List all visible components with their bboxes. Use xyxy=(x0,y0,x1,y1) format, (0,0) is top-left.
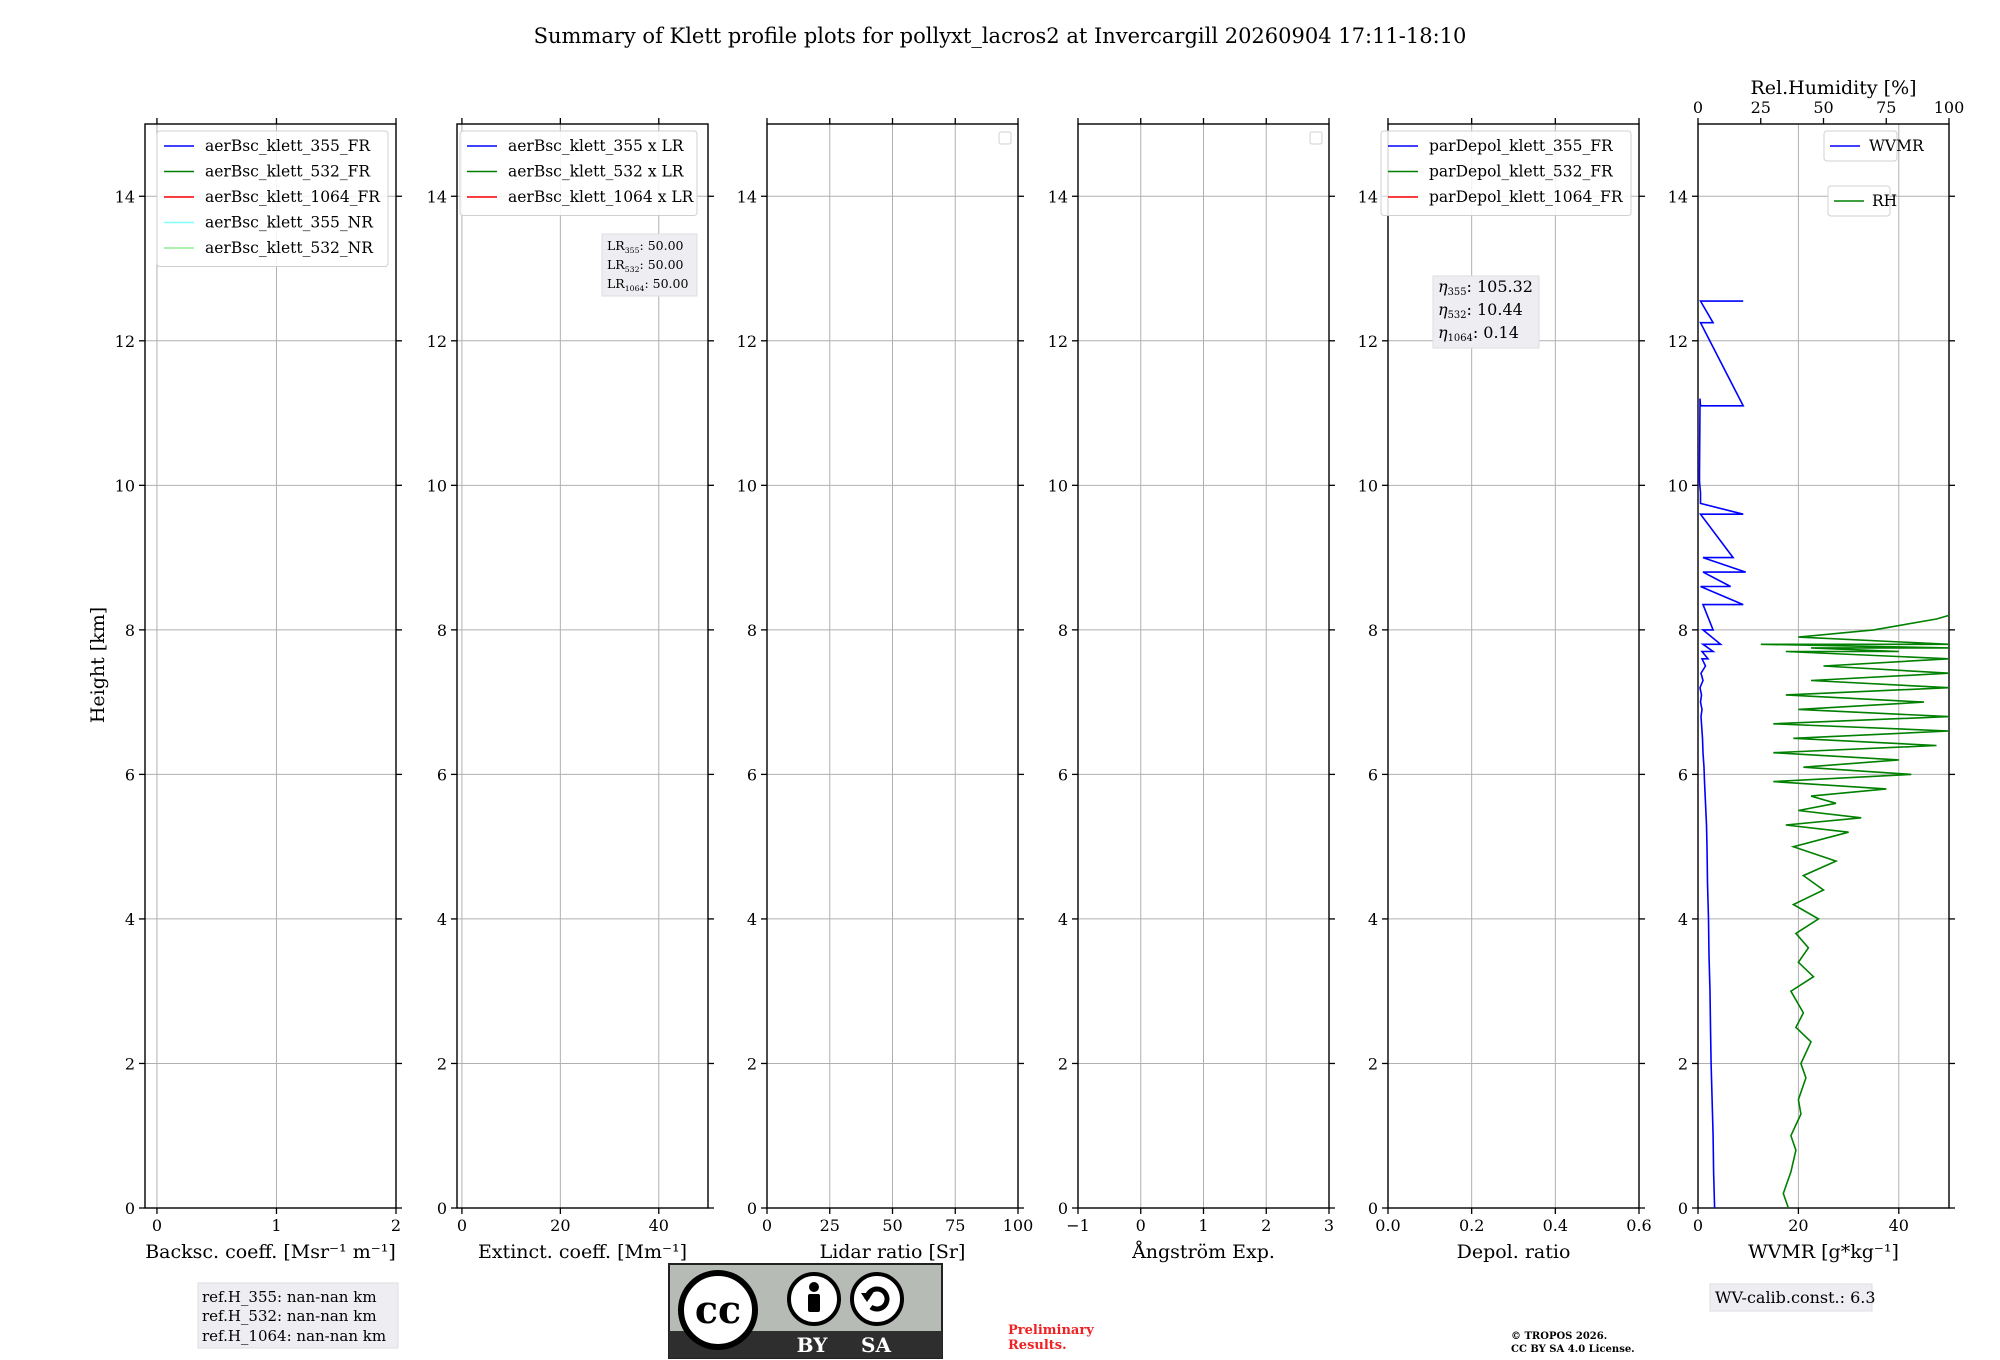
series-line-wvmr xyxy=(1700,301,1746,1208)
copyright-line-1: © TROPOS 2026. xyxy=(1511,1331,1608,1342)
y-axis-label: Height [km] xyxy=(87,606,109,724)
y-tick-label: 8 xyxy=(436,620,447,640)
x-tick-label: 0 xyxy=(456,1216,468,1235)
x2-axis-label: Rel.Humidity [%] xyxy=(1750,77,1917,99)
license-by-label: BY xyxy=(796,1333,828,1357)
y-tick-label: 10 xyxy=(736,476,757,496)
x-axis-label: Backsc. coeff. [Msr⁻¹ m⁻¹] xyxy=(145,1241,396,1263)
y-tick-label: 6 xyxy=(436,765,447,785)
license-sa-label: SA xyxy=(861,1333,891,1357)
by-person-body xyxy=(808,1294,820,1312)
plot-frame xyxy=(145,124,396,1208)
y-tick-label: 14 xyxy=(1667,187,1688,207)
panels xyxy=(115,77,1965,1263)
series-line-rh xyxy=(1761,615,1949,1208)
y-tick-label: 6 xyxy=(746,765,757,785)
x-tick-label: 25 xyxy=(819,1216,840,1235)
y-tick-label: 4 xyxy=(436,909,447,929)
y-tick-label: 14 xyxy=(1357,187,1378,207)
annotation-line: η1064: 0.14 xyxy=(1438,323,1519,344)
y-tick-label: 2 xyxy=(746,1054,757,1074)
annotation-box xyxy=(602,234,697,296)
legend xyxy=(1381,131,1631,216)
legend-label: aerBsc_klett_355_FR xyxy=(205,137,371,155)
cc-logo-text: cc xyxy=(694,1287,742,1332)
y-tick-label: 14 xyxy=(1047,187,1068,207)
y-tick-label: 6 xyxy=(1367,765,1378,785)
ref-heights-box xyxy=(198,1283,398,1348)
panel-5 xyxy=(1358,118,1652,1263)
y-tick-label: 4 xyxy=(1057,909,1068,929)
copyright-line-2: CC BY SA 4.0 License. xyxy=(1511,1344,1635,1355)
y-tick-label: 0 xyxy=(746,1199,757,1218)
y-tick-label: 4 xyxy=(1677,909,1688,929)
y-tick-label: 4 xyxy=(746,909,757,929)
y-tick-label: 12 xyxy=(114,331,135,351)
y-tick-label: 12 xyxy=(1667,331,1688,351)
legend-label: parDepol_klett_355_FR xyxy=(1429,137,1613,155)
y-tick-label: 6 xyxy=(1677,765,1688,785)
legend-label: aerBsc_klett_532_NR xyxy=(205,239,373,257)
x-tick-label: 0 xyxy=(1692,1216,1704,1235)
preliminary-line-2: Results. xyxy=(1008,1338,1067,1353)
preliminary-line-1: Preliminary xyxy=(1008,1323,1094,1338)
legend-label: aerBsc_klett_1064_FR xyxy=(205,188,380,206)
x-axis-label: Depol. ratio xyxy=(1456,1241,1571,1263)
y-tick-label: 10 xyxy=(1047,476,1068,496)
panel-4 xyxy=(1048,118,1335,1263)
x-tick-label: 0 xyxy=(761,1216,773,1235)
y-tick-label: 8 xyxy=(1367,620,1378,640)
wv-calib-box xyxy=(1710,1284,1876,1311)
annotation-line: η355: 105.32 xyxy=(1438,277,1533,298)
x-tick-label: 20 xyxy=(550,1216,571,1235)
legend-label: aerBsc_klett_355 x LR xyxy=(508,137,684,155)
legend-label: RH xyxy=(1872,192,1898,210)
y-tick-label: 2 xyxy=(1367,1054,1378,1074)
x-tick-label: 100 xyxy=(1002,1216,1034,1235)
y-tick-label: 2 xyxy=(1677,1054,1688,1074)
y-tick-label: 8 xyxy=(1057,620,1068,640)
y-tick-label: 12 xyxy=(1357,331,1378,351)
legend-rh xyxy=(1828,186,1897,216)
x-tick-label: 50 xyxy=(882,1216,903,1235)
y-tick-label: 10 xyxy=(1667,476,1688,496)
y-tick-label: 6 xyxy=(124,765,135,785)
x-tick-label: 40 xyxy=(648,1216,669,1235)
annotation-line: $LR_{355}$: 50.00 xyxy=(607,238,684,255)
legend-label: parDepol_klett_1064_FR xyxy=(1429,188,1623,206)
y-tick-label: 4 xyxy=(124,909,135,929)
sa-share-icon xyxy=(852,1274,902,1324)
legend xyxy=(460,131,697,216)
annotation-box xyxy=(1433,276,1539,348)
annotation-line: $LR_{532}$: 50.00 xyxy=(607,257,684,274)
x-tick-label: 0.4 xyxy=(1542,1216,1569,1235)
y-tick-label: 4 xyxy=(1367,909,1378,929)
figure-title: Summary of Klett profile plots for pollyxt_lacros2 at Invercargill 20260904 17:11-18:10 xyxy=(533,24,1467,48)
empty-legend-box xyxy=(1310,132,1322,144)
y-tick-label: 12 xyxy=(736,331,757,351)
license-badge[interactable] xyxy=(669,1264,942,1358)
x-axis-label: Lidar ratio [Sr] xyxy=(819,1241,966,1263)
y-tick-label: 8 xyxy=(746,620,757,640)
x-tick-label: −1 xyxy=(1066,1216,1090,1235)
empty-legend-box xyxy=(999,132,1011,144)
y-tick-label: 0 xyxy=(436,1199,447,1218)
x2-tick-label: 100 xyxy=(1933,98,1965,117)
x-tick-label: 75 xyxy=(945,1216,966,1235)
legend-label: aerBsc_klett_532_FR xyxy=(205,162,371,181)
x2-tick-label: 25 xyxy=(1750,98,1771,117)
x-tick-label: 0 xyxy=(1135,1216,1146,1235)
y-tick-label: 0 xyxy=(1367,1199,1378,1218)
ref-height-1064: ref.H_1064: nan-nan km xyxy=(202,1327,387,1345)
annotation-line: $LR_{1064}$: 50.00 xyxy=(607,276,689,293)
legend-label: aerBsc_klett_355_NR xyxy=(205,213,373,232)
wv-calib-text: WV-calib.const.: 6.3 xyxy=(1715,1288,1876,1307)
legend-label: WVMR xyxy=(1869,137,1924,155)
x-tick-label: 1 xyxy=(271,1216,282,1235)
legend-label: aerBsc_klett_532 x LR xyxy=(508,162,684,181)
ref-height-355: ref.H_355: nan-nan km xyxy=(202,1288,377,1306)
x2-tick-label: 0 xyxy=(1692,98,1704,117)
y-tick-label: 10 xyxy=(426,476,447,496)
x-tick-label: 0.6 xyxy=(1626,1216,1652,1235)
y-tick-label: 0 xyxy=(1057,1199,1068,1218)
y-tick-label: 10 xyxy=(1357,476,1378,496)
annotation-line: η532: 10.44 xyxy=(1438,300,1523,321)
y-tick-label: 14 xyxy=(736,187,757,207)
y-tick-label: 14 xyxy=(114,187,135,207)
y-tick-label: 2 xyxy=(124,1054,135,1074)
legend-wvmr xyxy=(1824,131,1925,161)
y-tick-label: 0 xyxy=(1677,1199,1688,1218)
y-tick-label: 10 xyxy=(114,476,135,496)
x-tick-label: 3 xyxy=(1323,1216,1335,1235)
panel-6 xyxy=(1668,77,1965,1263)
y-tick-label: 12 xyxy=(1047,331,1068,351)
x-tick-label: 20 xyxy=(1788,1216,1809,1235)
x-tick-label: 40 xyxy=(1888,1216,1909,1235)
y-tick-label: 0 xyxy=(124,1199,135,1218)
y-tick-label: 6 xyxy=(1057,765,1068,785)
x-tick-label: 1 xyxy=(1198,1216,1209,1235)
by-person-head xyxy=(809,1282,819,1292)
x-axis-label: Extinct. coeff. [Mm⁻¹] xyxy=(477,1241,688,1263)
y-tick-label: 12 xyxy=(426,331,447,351)
x2-tick-label: 50 xyxy=(1813,98,1834,117)
x-tick-label: 2 xyxy=(390,1216,402,1235)
x-tick-label: 0.0 xyxy=(1375,1216,1401,1235)
legend-label: aerBsc_klett_1064 x LR xyxy=(508,188,694,206)
panel-1 xyxy=(115,118,402,1263)
panel-2 xyxy=(427,118,714,1263)
y-tick-label: 8 xyxy=(1677,620,1688,640)
y-tick-label: 2 xyxy=(1057,1054,1068,1074)
x-tick-label: 0 xyxy=(151,1216,163,1235)
x2-tick-label: 75 xyxy=(1876,98,1897,117)
x-axis-label: WVMR [g*kg⁻¹] xyxy=(1748,1241,1899,1263)
y-tick-label: 14 xyxy=(426,187,447,207)
y-tick-label: 2 xyxy=(436,1054,447,1074)
legend-label: parDepol_klett_532_FR xyxy=(1429,162,1613,181)
x-tick-label: 0.2 xyxy=(1458,1216,1485,1235)
ref-height-532: ref.H_532: nan-nan km xyxy=(202,1307,377,1325)
x-axis-label: Ångström Exp. xyxy=(1132,1241,1275,1263)
legend xyxy=(157,131,388,267)
panel-3 xyxy=(737,118,1034,1263)
y-tick-label: 8 xyxy=(124,620,135,640)
x-tick-label: 2 xyxy=(1261,1216,1272,1235)
